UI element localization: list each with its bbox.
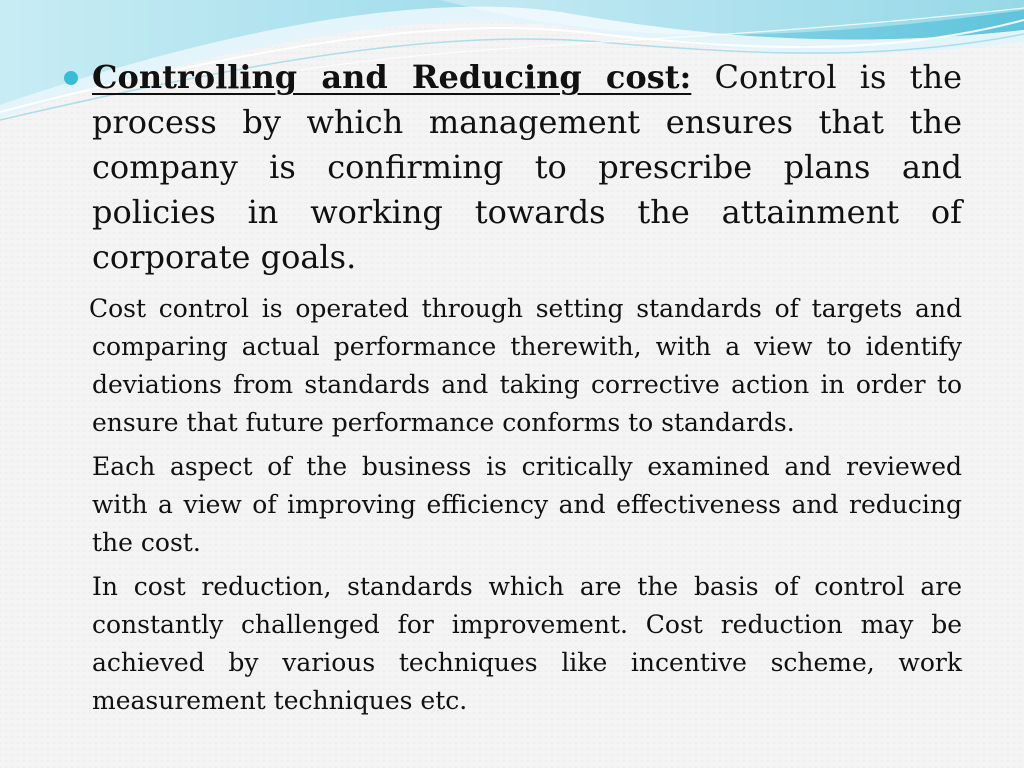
lead-heading: Controlling and Reducing cost: — [92, 58, 692, 96]
paragraph-cost-control: Cost control is operated through setting standards of targets and comparing actual performance therewith, with a view to identify deviations from standards and taking corrective action in order to ensure that future performance conforms to standards. — [89, 294, 962, 437]
lead-paragraph — [92, 55, 962, 280]
paragraph-cost-reduction: In cost reduction, standards which are the basis of control are constantly challenged for improvement. Cost reduction may be achieved by various techniques like incentive scheme, work measurement techniques etc. — [92, 572, 962, 715]
slide-content — [89, 55, 962, 720]
lead-text: Control is the process by which management ensures that the company is confirming to prescribe plans and policies in working towards the attainment of corporate goals. — [92, 58, 962, 276]
paragraph-business-review: Each aspect of the business is critically examined and reviewed with a view of improving efficiency and effectiveness and reducing the cost. — [92, 452, 962, 557]
bullet-icon — [64, 71, 78, 85]
